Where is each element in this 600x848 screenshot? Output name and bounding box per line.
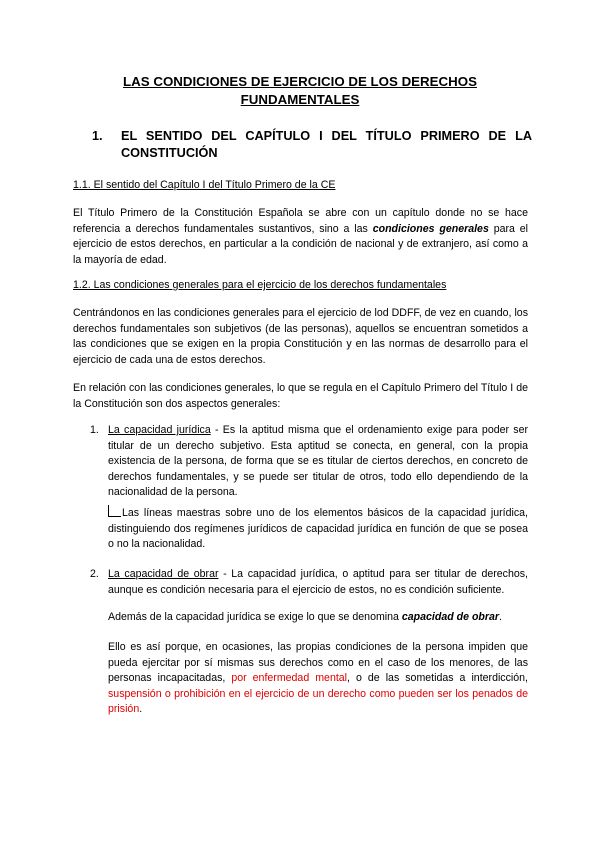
title-line-2: FUNDAMENTALES xyxy=(240,92,360,107)
list-text: - Es la aptitud misma que el ordenamiento exige para poder ser titular de un derecho subjetivo. Esta aptitud se conecta, en general, con la propia existencia de la persona, de forma que se es titular de ciertos derechos, en concreto de derechos fundamentales, y se puede ser titular de otros, todo ello dependiendo de la nacionalidad de la persona. xyxy=(108,424,528,498)
highlighted-text: por enfermedad mental xyxy=(231,672,348,684)
paragraph-1-2-b: En relación con las condiciones generales, lo que se regula en el Capítulo Primero del Título I de la Constitución son dos aspectos generales: xyxy=(73,382,528,410)
list-number: 2. xyxy=(90,568,99,580)
list-term: La capacidad de obrar xyxy=(108,568,219,580)
title-line-1: LAS CONDICIONES DE EJERCICIO DE LOS DERECHOS xyxy=(123,74,477,89)
note-paragraph xyxy=(108,505,528,553)
list-item-capacidad-obrar xyxy=(90,567,528,598)
paragraph-text: , o de las sometidas a interdicción, xyxy=(347,672,528,684)
list-text: - La capacidad jurídica, o aptitud para ser titular de derechos, aunque es condición necesaria para el ejercicio de estos, no es condición suficiente. xyxy=(108,568,528,596)
subsection-heading-1-2: 1.2. Las condiciones generales para el ejercicio de los derechos fundamentales xyxy=(73,279,447,291)
list-term: La capacidad jurídica xyxy=(108,424,211,436)
list-item-capacidad-juridica xyxy=(90,423,528,501)
subsection-heading-1-1: 1.1. El sentido del Capítulo I del Título Primero de la CE xyxy=(73,179,336,191)
paragraph-1-2-a: Centrándonos en las condiciones generales para el ejercicio de lod DDFF, de vez en cuando, los derechos fundamentales son subjetivos (de las personas), aquellos se encuentran sometidos a las condiciones que se exigen en la propia Constitución y en las normas de desarrollo para el ejercicio de cada una de estos derechos. xyxy=(73,307,528,366)
paragraph-capacidad-obrar xyxy=(108,610,528,626)
paragraph-text: Ello es así porque, en ocasiones, las propias condiciones de la persona impiden que pueda ejercitar por sí mismas sus derechos como en el caso de los menores, de las personas incapacitadas, xyxy=(108,641,528,684)
highlighted-text: suspensión o prohibición en el ejercicio de un derecho como pueden ser los penados de prisión xyxy=(108,687,528,715)
paragraph-text: El Título Primero de la Constitución Española se abre con un capítulo donde no se hace referencia a derechos fundamentales sustantivos, sino a las xyxy=(73,207,528,235)
bracket-mark-icon xyxy=(108,505,121,517)
paragraph-1-1 xyxy=(73,206,528,268)
section-number: 1. xyxy=(92,129,103,143)
section-heading-1 xyxy=(92,128,532,162)
paragraph-emphasis: capacidad de obrar xyxy=(401,611,500,623)
paragraph-ejemplos xyxy=(108,640,528,718)
paragraph-text: . xyxy=(139,703,143,715)
section-heading-text: EL SENTIDO DEL CAPÍTULO I DEL TÍTULO PRIMERO DE LA CONSTITUCIÓN xyxy=(121,129,532,160)
note-text: Las líneas maestras sobre uno de los elementos básicos de la capacidad jurídica, distinguiendo dos regímenes jurídicos de capacidad jurídica en función de que se posea o no la nacionalidad. xyxy=(108,507,528,550)
paragraph-text: . xyxy=(499,611,502,623)
document-title xyxy=(60,73,540,109)
paragraph-text: Además de la capacidad jurídica se exige lo que se denomina xyxy=(108,611,402,623)
paragraph-text: para el ejercicio de estos derechos, en particular a la condición de nacional y de extranjero, así como a la mayoría de edad. xyxy=(73,222,528,266)
paragraph-emphasis: condiciones generales xyxy=(372,222,489,235)
list-number: 1. xyxy=(90,424,99,436)
